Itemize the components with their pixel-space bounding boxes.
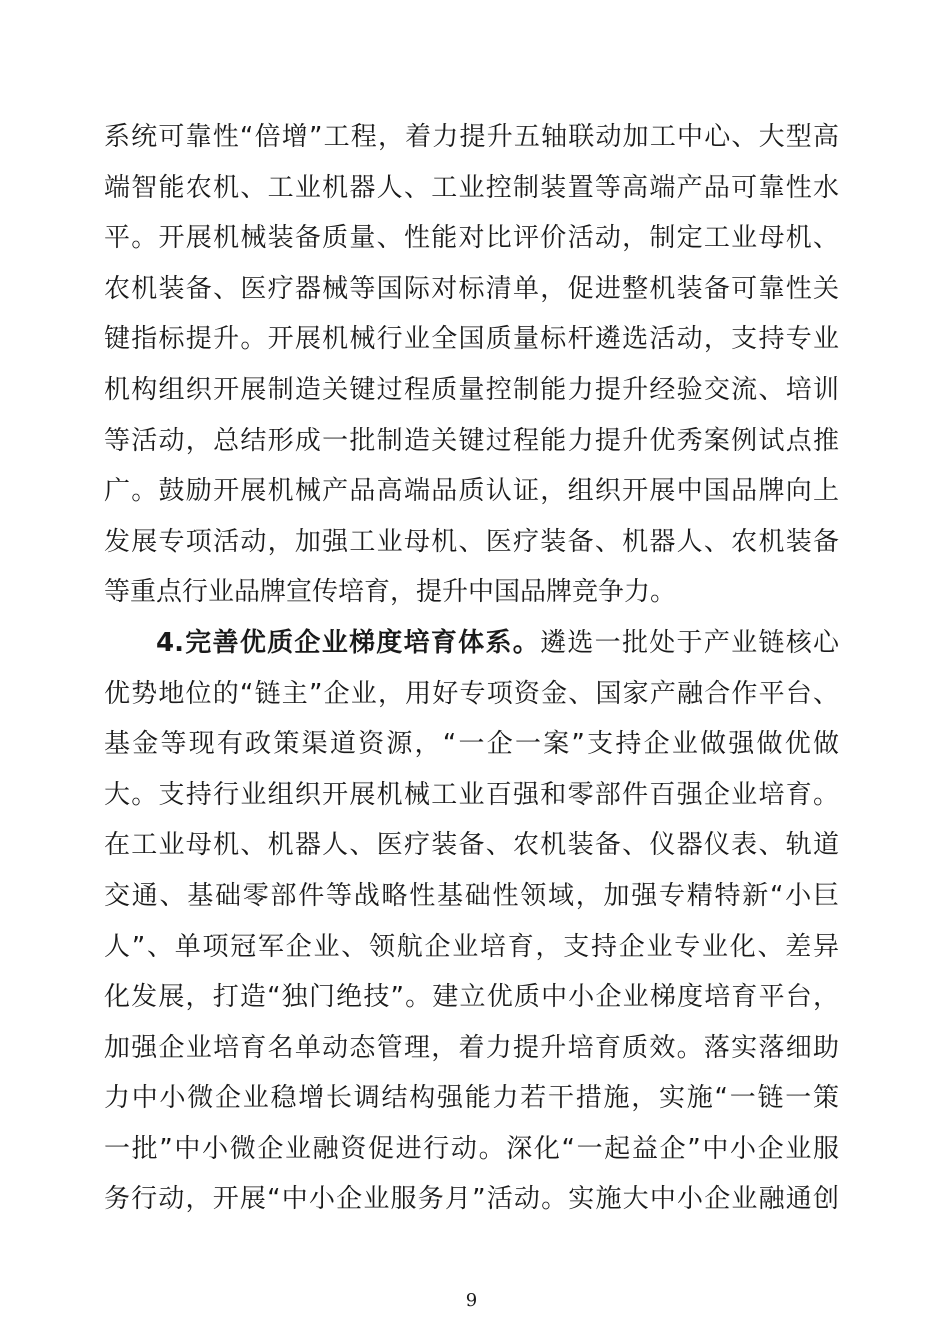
text-line: 等活动，总结形成一批制造关键过程能力提升优秀案例试点推 [104,425,839,456]
text-line: 交通、基础零部件等战略性基础性领域，加强专精特新“小巨 [104,880,839,911]
text-line: 在工业母机、机器人、医疗装备、农机装备、仪器仪表、轨道 [104,830,839,861]
text-line: 端智能农机、工业机器人、工业控制装置等高端产品可靠性水 [104,172,839,203]
text-line: 力中小微企业稳增长调结构强能力若干措施，实施“一链一策 [104,1083,839,1114]
text-line: 键指标提升。开展机械行业全国质量标杆遴选活动，支持专业 [104,324,839,355]
text-line: 加强企业培育名单动态管理，着力提升培育质效。落实落细助 [104,1032,839,1063]
text-line: 基金等现有政策渠道资源，“一企一案”支持企业做强做优做 [104,729,839,760]
text-line: 农机装备、医疗器械等国际对标清单，促进整机装备可靠性关 [104,273,839,304]
paragraph [104,618,839,1225]
text-line: 发展专项活动，加强工业母机、医疗装备、机器人、农机装备 [104,526,839,557]
section-heading: 4.完善优质企业梯度培育体系。 [156,627,541,658]
text-line: 平。开展机械装备质量、性能对比评价活动，制定工业母机、 [104,223,839,254]
text-line: 优势地位的“链主”企业，用好专项资金、国家产融合作平台、 [104,678,839,709]
text-line: 等重点行业品牌宣传培育，提升中国品牌竞争力。 [104,577,677,608]
text-line: 人”、单项冠军企业、领航企业培育，支持企业专业化、差异 [104,931,839,962]
text-line: 一批”中小微企业融资促进行动。深化“一起益企”中小企业服 [104,1133,839,1164]
text-line: 大。支持行业组织开展机械工业百强和零部件百强企业培育。 [104,779,839,810]
text-line: 系统可靠性“倍增”工程，着力提升五轴联动加工中心、大型高 [104,122,839,152]
text-line: 务行动，开展“中小企业服务月”活动。实施大中小企业融通创 [104,1184,839,1215]
document-body [104,112,839,1225]
paragraph [104,112,839,618]
page-number: 9 [465,1290,478,1311]
heading-continuation: 遴选一批处于产业链核心 [540,627,839,658]
text-line [104,618,839,669]
text-line: 机构组织开展制造关键过程质量控制能力提升经验交流、培训 [104,374,839,405]
text-line: 广。鼓励开展机械产品高端品质认证，组织开展中国品牌向上 [104,476,839,507]
text-line: 化发展，打造“独门绝技”。建立优质中小企业梯度培育平台， [104,982,839,1013]
